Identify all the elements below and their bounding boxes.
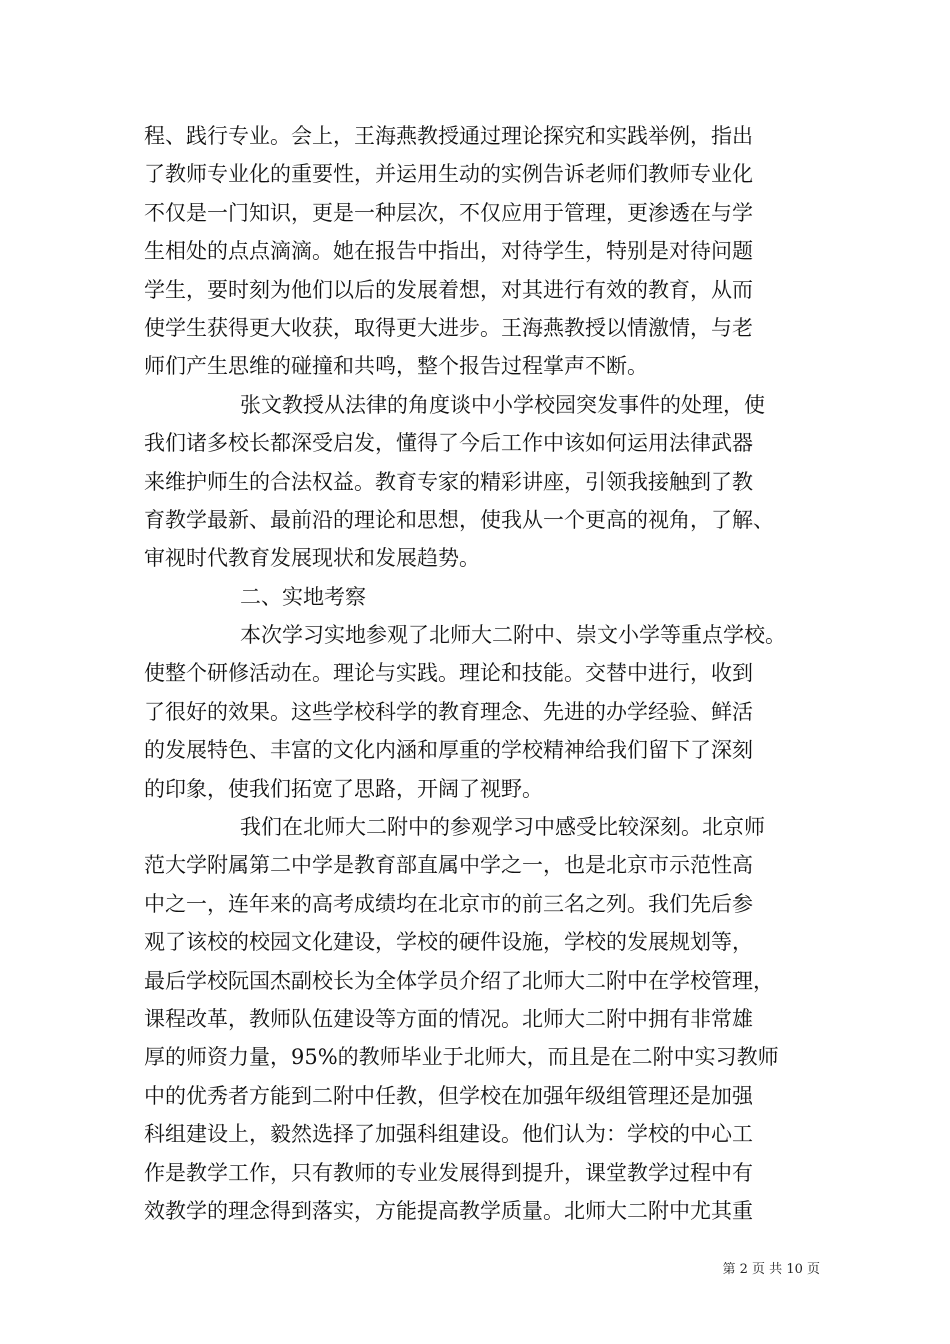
paragraph-first-line: 本次学习实地参观了北师大二附中、崇文小学等重点学校。 [240,623,786,648]
text-line: 不仅是一门知识，更是一种层次，不仅应用于管理，更渗透在与学 [144,200,753,225]
text-line: 使整个研修活动在。理论与实践。理论和技能。交替中进行，收到 [144,661,753,686]
text-line: 使学生获得更大收获，取得更大进步。王海燕教授以情激情，与老 [144,315,753,340]
text-line: 作是教学工作，只有教师的专业发展得到提升，课堂教学过程中有 [144,1160,753,1185]
text-line: 课程改革，教师队伍建设等方面的情况。北师大二附中拥有非常雄 [144,1006,753,1031]
text-line: 程、践行专业。会上，王海燕教授通过理论探究和实践举例，指出 [144,124,753,148]
paragraph-first-line: 我们在北师大二附中的参观学习中感受比较深刻。北京师 [240,815,765,840]
body-text [144,117,820,1230]
text-line: 厚的师资力量，95%的教师毕业于北师大，而且是在二附中实习教师 [144,1045,779,1070]
text-line: 中之一，连年来的高考成绩均在北京市的前三名之列。我们先后参 [144,891,753,916]
text-line: 生相处的点点滴滴。她在报告中指出，对待学生，特别是对待问题 [144,239,753,264]
section-heading: 二、实地考察 [240,584,366,609]
text-line: 审视时代教育发展现状和发展趋势。 [144,546,480,571]
text-line: 来维护师生的合法权益。教育专家的精彩讲座，引领我接触到了教 [144,469,753,494]
text-line: 观了该校的校园文化建设，学校的硬件设施，学校的发展规划等， [144,930,753,955]
text-line: 最后学校阮国杰副校长为全体学员介绍了北师大二附中在学校管理， [144,968,774,993]
text-line: 的印象，使我们拓宽了思路，开阔了视野。 [144,776,543,801]
text-line: 我们诸多校长都深受启发，懂得了今后工作中该如何运用法律武器 [144,431,753,456]
text-line: 效教学的理念得到落实，方能提高教学质量。北师大二附中尤其重 [144,1198,753,1223]
page-number-footer: 第 2 页 共 10 页 [722,1262,820,1277]
paragraph-first-line: 张文教授从法律的角度谈中小学校园突发事件的处理，使 [240,392,765,417]
text-line: 科组建设上，毅然选择了加强科组建设。他们认为：学校的中心工 [144,1122,753,1147]
text-line: 师们产生思维的碰撞和共鸣，整个报告过程掌声不断。 [144,354,648,379]
text-line: 学生，要时刻为他们以后的发展着想，对其进行有效的教育，从而 [144,277,753,302]
text-line: 了很好的效果。这些学校科学的教育理念、先进的办学经验、鲜活 [144,699,753,724]
text-line: 育教学最新、最前沿的理论和思想，使我从一个更高的视角，了解、 [144,507,774,532]
text-line: 的发展特色、丰富的文化内涵和厚重的学校精神给我们留下了深刻 [144,738,753,763]
text-line: 范大学附属第二中学是教育部直属中学之一，也是北京市示范性高 [144,853,753,878]
text-line: 了教师专业化的重要性，并运用生动的实例告诉老师们教师专业化 [144,162,753,187]
text-line: 中的优秀者方能到二附中任教，但学校在加强年级组管理还是加强 [144,1083,753,1108]
